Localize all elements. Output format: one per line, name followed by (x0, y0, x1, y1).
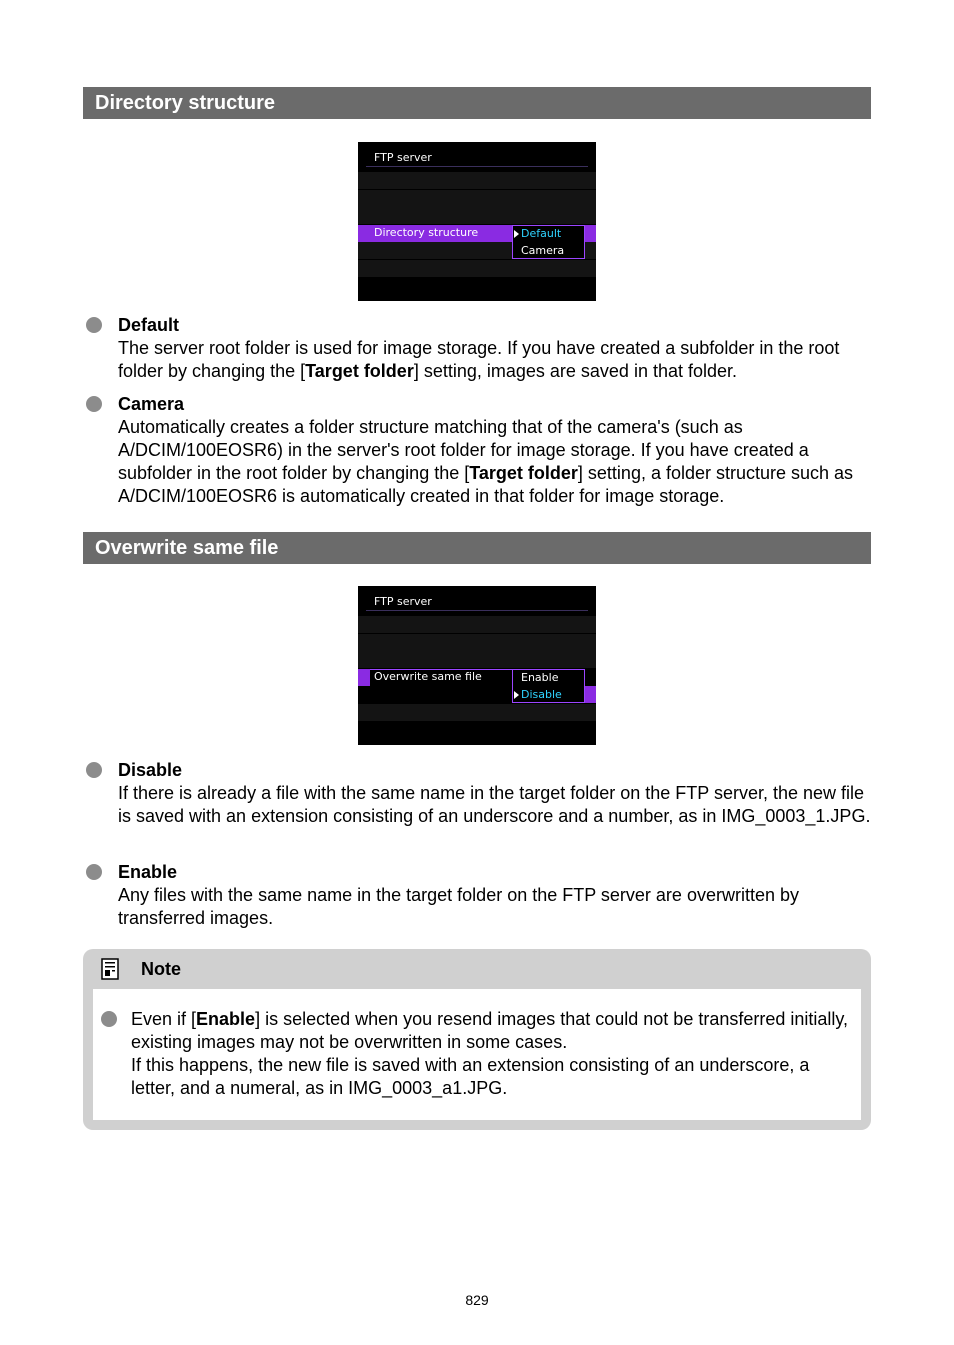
screen-highlight-accent (585, 225, 596, 242)
screen-empty-row (358, 651, 596, 668)
section-title-overwrite-same-file: Overwrite same file (83, 532, 871, 564)
note-box (83, 949, 871, 1130)
bullet-icon (101, 1011, 117, 1027)
camera-screen-directory-structure (358, 142, 596, 301)
page-number: 829 (465, 1292, 489, 1308)
screen-setting-label: Directory structure (374, 226, 479, 239)
option-disable[interactable]: Disable (513, 687, 584, 703)
item-description: The server root folder is used for image storage. If you have created a subfolder in the root folder by changing the [Target folder] setting, images are saved in that folder. (118, 338, 840, 381)
item-heading: Camera (118, 394, 185, 414)
section-title-directory-structure: Directory structure (83, 87, 871, 119)
screen-empty-row (358, 260, 596, 277)
note-title: Note (141, 959, 181, 979)
screen-header-divider (366, 610, 588, 611)
item-heading: Disable (118, 760, 183, 780)
option-dropdown[interactable] (512, 669, 585, 703)
note-text (131, 1008, 851, 1100)
screen-setting-row[interactable] (370, 669, 512, 686)
selection-arrow-icon (514, 691, 519, 699)
screen-empty-row (358, 634, 596, 651)
bullet-icon (86, 864, 102, 880)
item-heading: Enable (118, 862, 178, 882)
bullet-icon (86, 396, 102, 412)
screen-header: FTP server (374, 595, 432, 608)
note-icon (101, 958, 119, 980)
option-default[interactable]: Default (513, 226, 584, 242)
screen-empty-row (358, 207, 596, 224)
screen-empty-row (358, 704, 596, 721)
option-enable[interactable]: Enable (521, 671, 559, 684)
note-paragraph: If this happens, the new file is saved with an extension consisting of an underscore, a letter, and a numeral, as in IMG_0003_a1.JPG. (131, 1055, 810, 1098)
screen-empty-row (358, 172, 596, 189)
screen-row-accent (358, 669, 370, 686)
option-camera[interactable]: Camera (521, 244, 565, 257)
screen-highlight-accent (585, 686, 596, 703)
item-description: Automatically creates a folder structure matching that of the camera's (such as A/DCIM/100EOSR6) in the server's root folder for image storage. If you have created a subfolder in the root folder by changing the [Target folder] setting, a folder structure such as A/DCIM/100EOSR6 is automatically created in that folder for image storage. (118, 417, 854, 506)
bullet-icon (86, 762, 102, 778)
list-item-camera (86, 393, 876, 508)
list-item-default (86, 314, 876, 383)
camera-screen-overwrite-same-file (358, 586, 596, 745)
item-description: If there is already a file with the same name in the target folder on the FTP server, the new file is saved with an extension consisting of an underscore and a number, as in IMG_0003_1.JPG. (118, 783, 871, 826)
list-item-enable (86, 861, 876, 930)
bullet-icon (86, 317, 102, 333)
screen-row-blank (358, 686, 512, 703)
note-paragraph: Even if [Enable] is selected when you resend images that could not be transferred initially, existing images may not be overwritten in some cases. (131, 1009, 849, 1052)
item-heading: Default (118, 315, 180, 335)
note-content (93, 989, 861, 1120)
screen-empty-row (358, 616, 596, 633)
item-description: Any files with the same name in the target folder on the FTP server are overwritten by transferred images. (118, 885, 799, 928)
screen-setting-label: Overwrite same file (374, 670, 482, 683)
screen-header: FTP server (374, 151, 432, 164)
screen-empty-row (358, 190, 596, 207)
screen-header-divider (366, 166, 588, 167)
option-dropdown[interactable] (512, 225, 585, 259)
selection-arrow-icon (514, 230, 519, 238)
list-item-disable (86, 759, 876, 828)
